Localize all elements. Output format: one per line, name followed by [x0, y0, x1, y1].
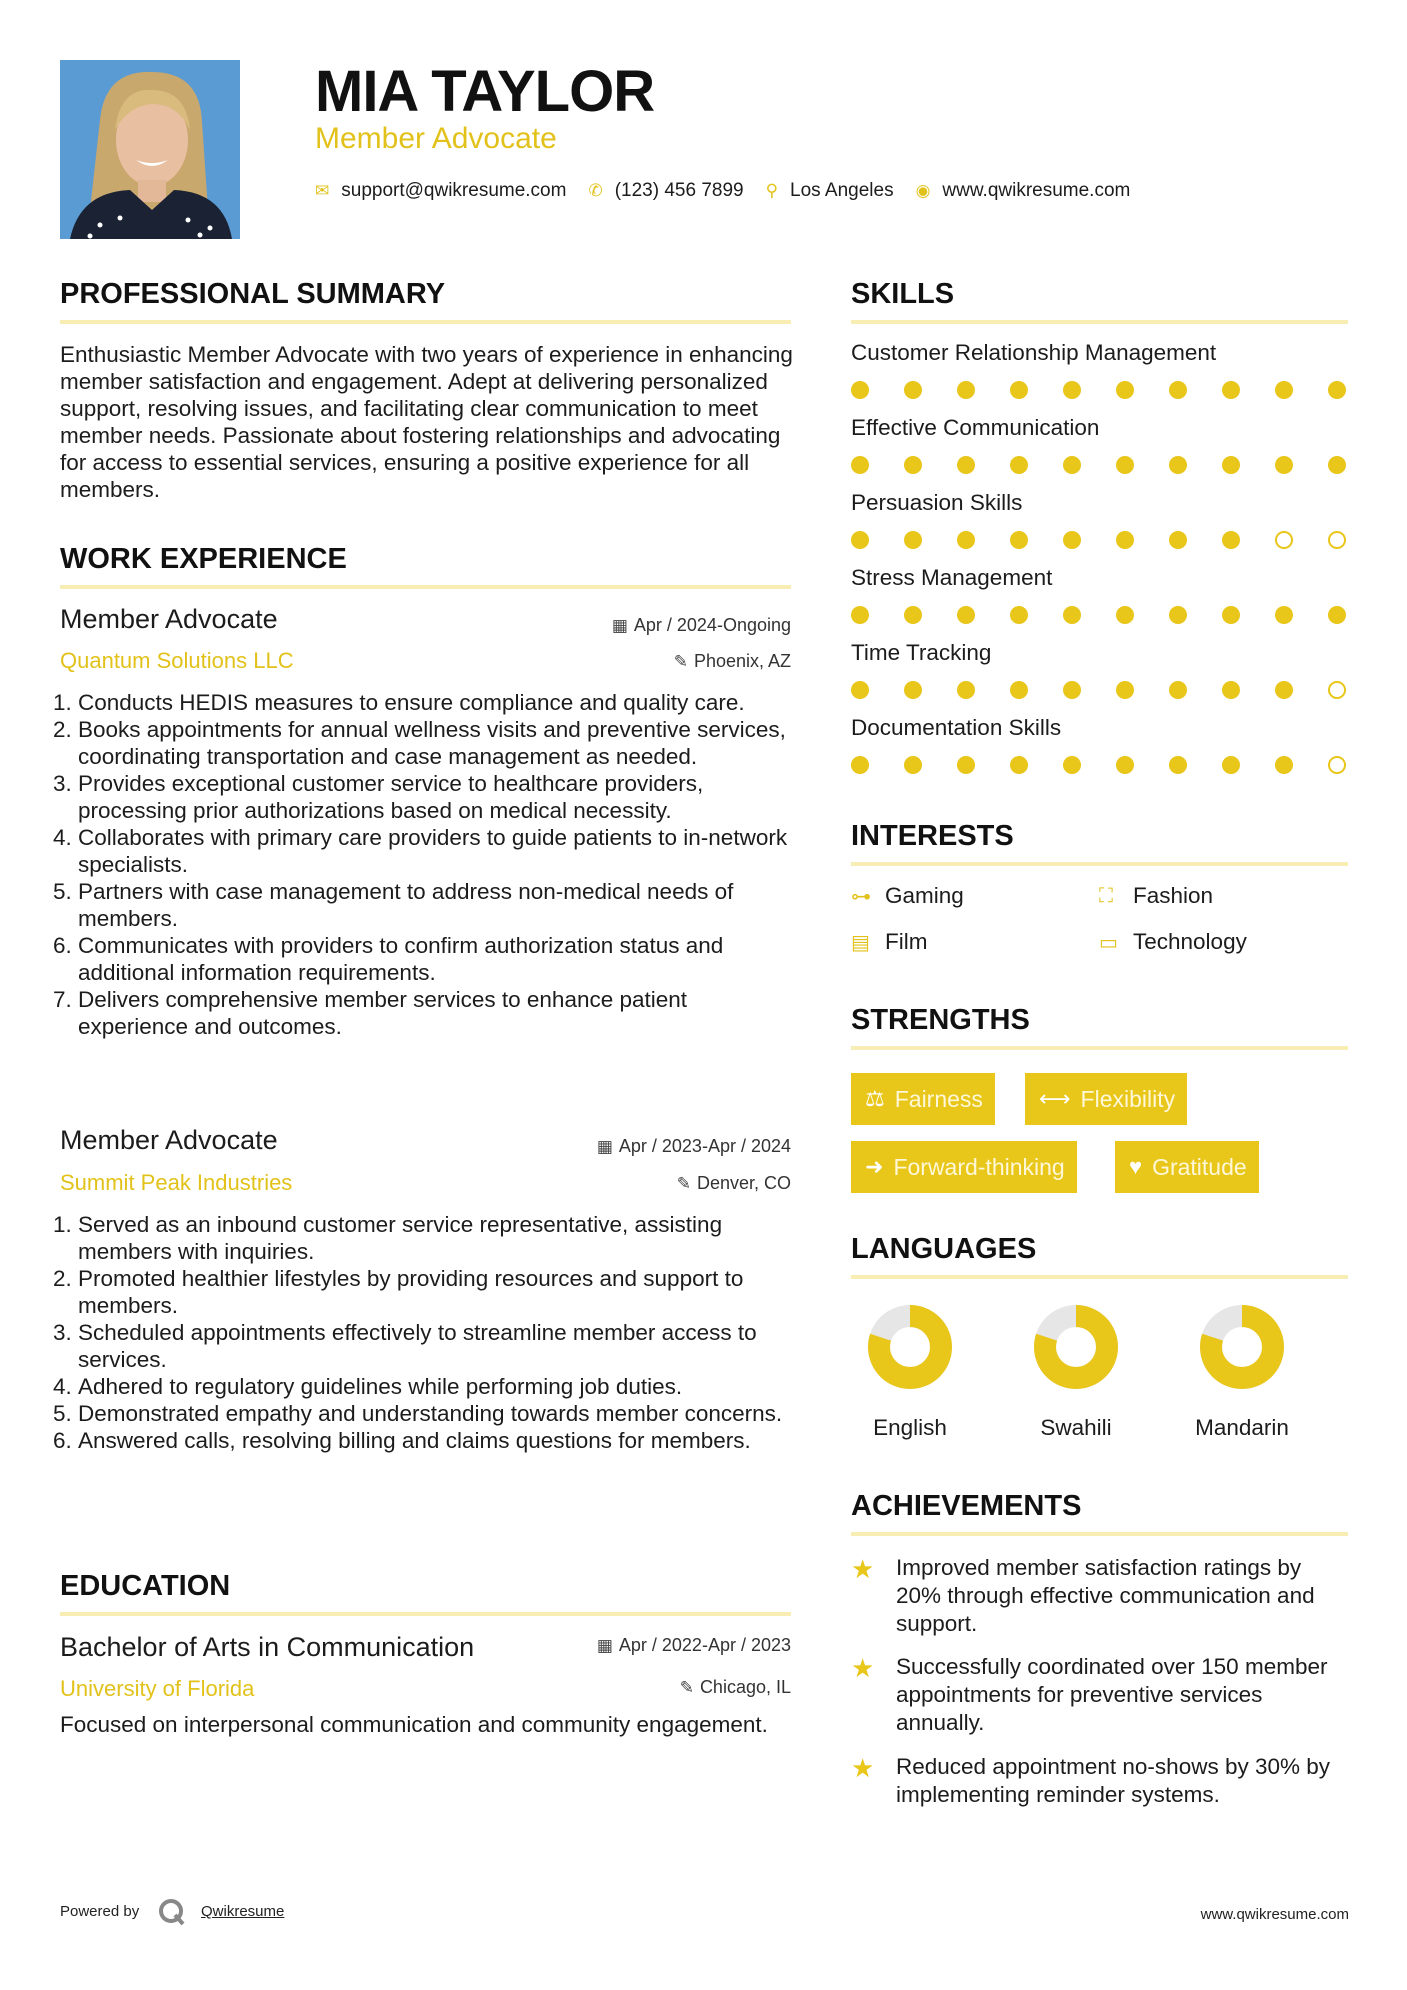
strength-tag [1115, 1141, 1259, 1193]
rating-dot-filled [904, 531, 922, 549]
job-title: Member Advocate [60, 1125, 278, 1155]
gamepad-icon: ⊶ [851, 885, 871, 908]
skill-rating [851, 381, 1351, 401]
map-marker-icon: ⚲ [765, 181, 779, 200]
degree-title: Bachelor of Arts in Communication [60, 1632, 475, 1662]
section-divider [60, 320, 791, 324]
star-icon: ★ [851, 1753, 875, 1783]
strength-label: Flexibility [1080, 1085, 1176, 1112]
rating-dot-filled [1222, 381, 1240, 399]
company-name: Summit Peak Industries [60, 1170, 293, 1195]
heart-icon: ♥ [1129, 1154, 1143, 1179]
calendar-icon: ▦ [596, 1636, 613, 1655]
contact-website[interactable]: www.qwikresume.com [942, 180, 1131, 201]
rating-dot-filled [904, 381, 922, 399]
rating-dot-filled [1063, 381, 1081, 399]
list-item: 3. Provides exceptional customer service to healthcare providers, processing prior authorizations based on medical necessity. [78, 770, 795, 824]
shopping-bag-icon: ⛶ [1099, 884, 1113, 907]
rating-dot-filled [1116, 756, 1134, 774]
list-item: 3. Scheduled appointments effectively to streamline member access to services. [78, 1319, 795, 1373]
rating-dot-filled [1222, 606, 1240, 624]
rating-dot-filled [904, 681, 922, 699]
rating-dot-filled [1169, 606, 1187, 624]
rating-dot-filled [957, 681, 975, 699]
job-location-text: Denver, CO [696, 1173, 791, 1193]
skill-name: Documentation Skills [851, 715, 1062, 740]
list-item: 1. Served as an inbound customer service representative, assisting members with inquiries. [78, 1211, 795, 1265]
list-item: 6. Communicates with providers to confirm authorization status and additional information requirements. [78, 932, 795, 986]
language-gauge [1200, 1305, 1284, 1389]
rating-dot-filled [1275, 456, 1293, 474]
company-name: Quantum Solutions LLC [60, 648, 294, 673]
skill-name: Stress Management [851, 565, 1053, 590]
rating-dot-filled [851, 756, 869, 774]
powered-by-label: Powered by [60, 1903, 140, 1920]
rating-dot-filled [1116, 681, 1134, 699]
laptop-icon: ▭ [1099, 931, 1118, 954]
summary-text: Enthusiastic Member Advocate with two years of experience in enhancing member satisfaction and engagement. Adept at delivering personalized support, resolving issues, and facilitating clear communication to meet member needs. Passionate about fostering relationships and advocating for access to essential services, ensuring a positive experience for all members. [60, 342, 793, 502]
strength-tag [851, 1141, 1077, 1193]
calendar-icon: ▦ [611, 616, 628, 635]
rating-dot-filled [957, 456, 975, 474]
candidate-name: MIA TAYLOR [315, 59, 655, 124]
rating-dot-filled [1010, 681, 1028, 699]
brand-link[interactable]: Qwikresume [201, 1903, 285, 1920]
achievement-text: Improved member satisfaction ratings by 20% through effective communication and support. [896, 1555, 1315, 1636]
language-item [996, 1305, 1156, 1445]
interest-label: Fashion [1133, 883, 1214, 908]
balance-scale-icon: ⚖ [865, 1086, 885, 1111]
education-dates [597, 1635, 791, 1656]
pin-icon: ✎ [673, 652, 688, 671]
strengths-heading: STRENGTHS [851, 1004, 1030, 1036]
list-item: 5. Partners with case management to address non-medical needs of members. [78, 878, 795, 932]
rating-dot-filled [1328, 606, 1346, 624]
rating-dot-filled [1063, 681, 1081, 699]
education-location-text: Chicago, IL [699, 1677, 791, 1697]
pin-icon: ✎ [676, 1174, 691, 1193]
rating-dot-filled [1116, 531, 1134, 549]
job-location [674, 651, 791, 672]
rating-dot-filled [1222, 456, 1240, 474]
strength-tag [1025, 1073, 1187, 1125]
school-name: University of Florida [60, 1676, 255, 1701]
rating-dot-filled [1169, 456, 1187, 474]
rating-dot-filled [1328, 456, 1346, 474]
rating-dot-filled [1010, 381, 1028, 399]
list-item: 5. Demonstrated empathy and understanding towards member concerns. [78, 1400, 795, 1427]
rating-dot-filled [851, 681, 869, 699]
language-label: Mandarin [1195, 1415, 1289, 1440]
rating-dot-filled [851, 456, 869, 474]
envelope-icon: ✉ [315, 181, 330, 200]
rating-dot-filled [851, 531, 869, 549]
rating-dot-filled [1063, 606, 1081, 624]
achievement-text: Successfully coordinated over 150 member appointments for preventive services annually. [896, 1654, 1328, 1735]
language-label: English [873, 1415, 947, 1440]
achievements-heading: ACHIEVEMENTS [851, 1490, 1082, 1522]
rating-dot-empty [1275, 531, 1293, 549]
interest-item [1099, 883, 1213, 909]
rating-dot-empty [1328, 681, 1346, 699]
interests-heading: INTERESTS [851, 820, 1014, 852]
rating-dot-filled [904, 456, 922, 474]
interest-label: Film [885, 929, 928, 954]
list-item: 2. Promoted healthier lifestyles by providing resources and support to members. [78, 1265, 795, 1319]
skill-name: Effective Communication [851, 415, 1100, 440]
contact-phone[interactable]: (123) 456 7899 [614, 180, 744, 201]
rating-dot-filled [1169, 381, 1187, 399]
rating-dot-filled [1222, 531, 1240, 549]
section-divider [851, 1046, 1348, 1050]
rating-dot-filled [904, 756, 922, 774]
contact-bar [315, 178, 1152, 204]
interest-label: Gaming [885, 883, 964, 908]
strength-label: Fairness [894, 1085, 983, 1112]
skills-heading: SKILLS [851, 278, 955, 310]
rating-dot-filled [1116, 381, 1134, 399]
skill-name: Customer Relationship Management [851, 340, 1217, 365]
rating-dot-filled [1275, 681, 1293, 699]
skill-name: Time Tracking [851, 640, 992, 665]
list-item: 4. Collaborates with primary care providers to guide patients to in-network specialists. [78, 824, 795, 878]
globe-icon: ◉ [915, 181, 931, 200]
education-description: Focused on interpersonal communication and community engagement. [60, 1712, 768, 1737]
rating-dot-filled [1116, 606, 1134, 624]
rating-dot-filled [957, 606, 975, 624]
education-heading: EDUCATION [60, 1570, 231, 1602]
language-gauge [1034, 1305, 1118, 1389]
skill-rating [851, 681, 1351, 701]
job-location [677, 1173, 791, 1194]
experience-heading: WORK EXPERIENCE [60, 543, 347, 575]
job-location-text: Phoenix, AZ [693, 651, 791, 671]
star-icon: ★ [851, 1653, 875, 1683]
section-divider [851, 320, 1348, 324]
rating-dot-filled [1063, 456, 1081, 474]
contact-location: Los Angeles [790, 180, 894, 201]
languages-heading: LANGUAGES [851, 1233, 1037, 1265]
rating-dot-filled [1222, 681, 1240, 699]
rating-dot-filled [1169, 531, 1187, 549]
job-dates-text: Apr / 2023-Apr / 2024 [618, 1136, 791, 1156]
rating-dot-empty [1328, 756, 1346, 774]
interest-item [1099, 929, 1247, 955]
job-dates-text: Apr / 2024-Ongoing [633, 615, 791, 635]
skills-list [851, 340, 1351, 780]
rating-dot-filled [1328, 381, 1346, 399]
section-divider [851, 862, 1348, 866]
rating-dot-filled [1063, 756, 1081, 774]
rating-dot-filled [1010, 756, 1028, 774]
rating-dot-filled [851, 606, 869, 624]
job-dates [612, 615, 791, 636]
job-title: Member Advocate [60, 604, 278, 634]
language-label: Swahili [1040, 1415, 1112, 1440]
interest-item [851, 883, 964, 909]
footer-website[interactable]: www.qwikresume.com [1200, 1906, 1349, 1923]
skill-name: Persuasion Skills [851, 490, 1023, 515]
rating-dot-empty [1328, 531, 1346, 549]
star-icon: ★ [851, 1554, 875, 1584]
list-item: 1. Conducts HEDIS measures to ensure compliance and quality care. [78, 689, 795, 716]
rating-dot-filled [851, 381, 869, 399]
rating-dot-filled [1063, 531, 1081, 549]
section-divider [60, 585, 791, 589]
list-item: 2. Books appointments for annual wellness visits and preventive services, coordinating transportation and case management as needed. [78, 716, 795, 770]
job-bullets [60, 689, 795, 1040]
achievement-text: Reduced appointment no-shows by 30% by implementing reminder systems. [896, 1754, 1331, 1807]
section-divider [60, 1612, 791, 1616]
calendar-icon: ▦ [596, 1137, 613, 1156]
section-divider [851, 1532, 1348, 1536]
list-item: 4. Adhered to regulatory guidelines while performing job duties. [78, 1373, 795, 1400]
language-item [830, 1305, 990, 1445]
rating-dot-filled [1275, 606, 1293, 624]
rating-dot-filled [1169, 756, 1187, 774]
list-item: 6. Answered calls, resolving billing and claims questions for members. [78, 1427, 795, 1454]
portrait-image [60, 60, 240, 239]
rating-dot-filled [957, 531, 975, 549]
phone-icon: ✆ [588, 181, 603, 200]
profile-photo [60, 60, 240, 239]
skill-rating [851, 456, 1351, 476]
skill-rating [851, 606, 1351, 626]
rating-dot-filled [1275, 756, 1293, 774]
rating-dot-filled [1010, 606, 1028, 624]
language-gauge [868, 1305, 952, 1389]
film-icon: ▤ [851, 931, 870, 954]
candidate-title: Member Advocate [315, 122, 557, 155]
rating-dot-filled [957, 381, 975, 399]
rating-dot-filled [1010, 531, 1028, 549]
rating-dot-filled [1010, 456, 1028, 474]
rating-dot-filled [1169, 681, 1187, 699]
arrow-right-icon: ➜ [865, 1154, 884, 1179]
interest-label: Technology [1133, 929, 1247, 954]
job-dates [597, 1136, 791, 1157]
job-bullets [60, 1211, 795, 1454]
education-dates-text: Apr / 2022-Apr / 2023 [618, 1635, 791, 1655]
summary-heading: PROFESSIONAL SUMMARY [60, 278, 446, 310]
strength-label: Gratitude [1152, 1153, 1247, 1180]
education-location [680, 1677, 791, 1698]
qwikresume-logo-icon [157, 1897, 187, 1927]
language-item [1162, 1305, 1322, 1445]
rating-dot-filled [957, 756, 975, 774]
rating-dot-filled [904, 606, 922, 624]
strength-label: Forward-thinking [893, 1153, 1065, 1180]
arrows-horizontal-icon: ⟷ [1039, 1086, 1071, 1111]
interest-item [851, 929, 927, 955]
rating-dot-filled [1116, 456, 1134, 474]
rating-dot-filled [1222, 756, 1240, 774]
rating-dot-filled [1275, 381, 1293, 399]
strength-tag [851, 1073, 995, 1125]
skill-rating [851, 531, 1351, 551]
section-divider [851, 1275, 1348, 1279]
list-item: 7. Delivers comprehensive member services to enhance patient experience and outcomes. [78, 986, 795, 1040]
contact-email[interactable]: support@qwikresume.com [341, 180, 567, 201]
pin-icon: ✎ [679, 1678, 694, 1697]
skill-rating [851, 756, 1351, 776]
